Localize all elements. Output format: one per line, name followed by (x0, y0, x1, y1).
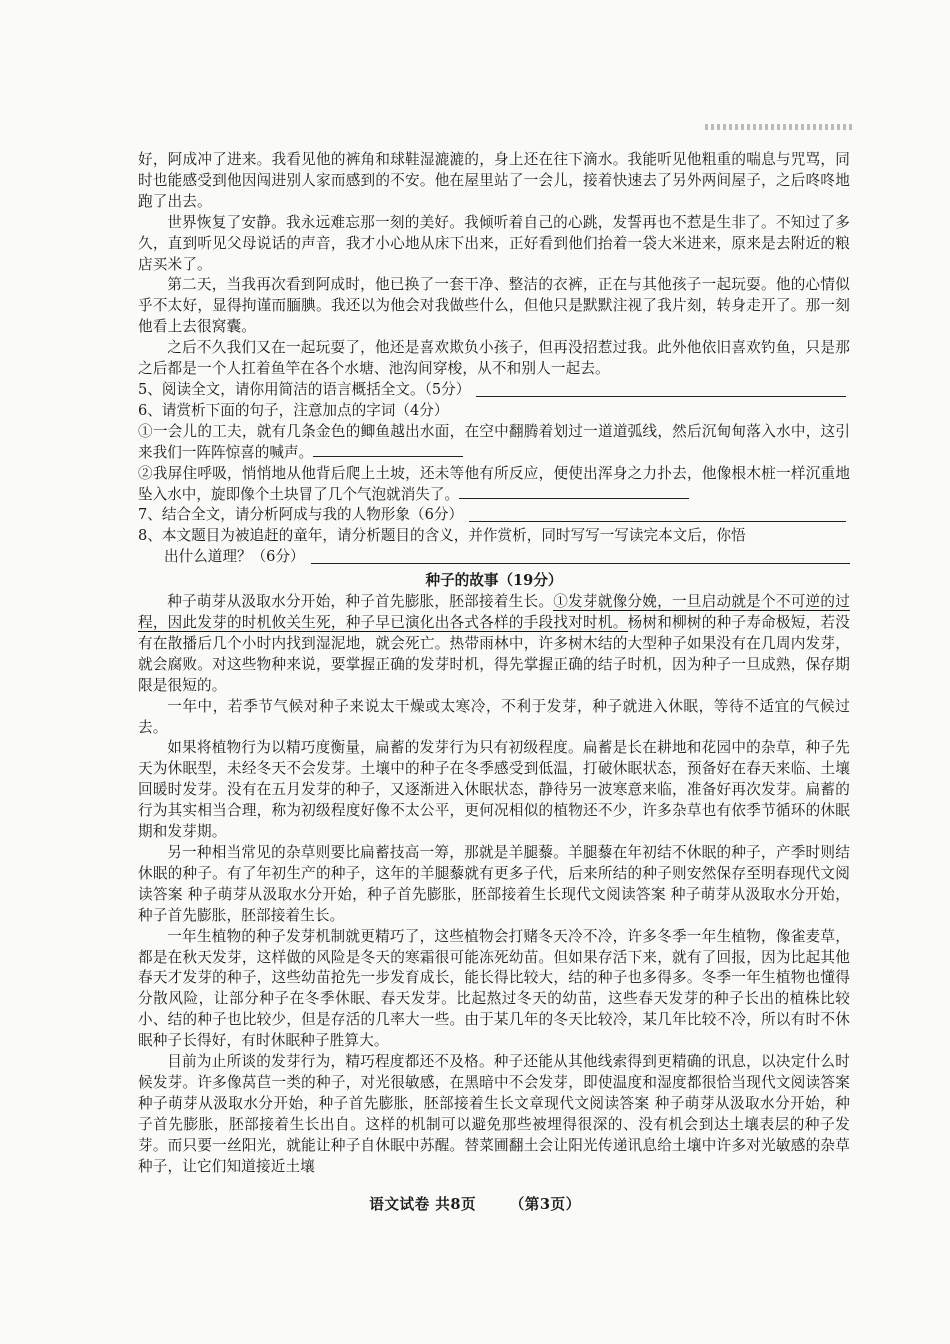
answer-line[interactable] (476, 395, 846, 397)
paragraph-text: 杨树和柳树的种子寿命极短，若没有在散播后几个小时内找到湿泥地，就会死亡。热带雨林中，许多树木结的大型种子如果没有在几周内发芽，就会腐败。对这些物种来说，要掌握正确的发芽时机，得先掌握正确的结子时机，因为种子一旦成熟，保存期限是很短的。 (138, 614, 850, 694)
question-8 (138, 526, 850, 568)
question-text: 8、本文题目为被追赶的童年，请分析题目的含义，并作赏析，同时写写一写读完本文后，你悟 (138, 527, 746, 545)
answer-line[interactable] (469, 520, 846, 522)
page-footer (0, 1193, 950, 1214)
article-paragraph: 目前为止所谈的发芽行为，精巧程度都还不及格。种子还能从其他线索得到更精确的讯息，以决定什么时候发芽。许多像莴苣一类的种子，对光很敏感，在黑暗中不会发芽，即使温度和湿度都很恰当现代文阅读答案 种子萌芽从汲取水分开始，种子首先膨胀，胚部接着生长文章现代文阅读答案 种子萌芽从汲取水分开始，种子首先膨胀，胚部接着生长出自。这样的机制可以避免那些被埋得很深的、没有机会到达土壤表层的种子发芽。而只要一丝阳光，就能让种子自休眠中苏醒。替菜圃翻土会让阳光传递讯息给土壤中许多对光敏感的杂草种子，让它们知道接近土壤 (138, 1053, 850, 1175)
question-5 (138, 380, 850, 401)
footer-exam-info: 语文试卷 共8页 (369, 1196, 477, 1213)
article-title: 种子的故事（19分） (425, 572, 563, 590)
question-7 (138, 505, 850, 526)
story-paragraph: 好，阿成冲了进来。我看见他的裤角和球鞋湿漉漉的，身上还在往下滴水。我能听见他粗重的喘息与咒骂，同时也能感受到他因闯进别人家而感到的不安。他在屋里站了一会儿，接着快速去了另外两间屋子，之后咚咚地跑了出去。 (138, 151, 850, 210)
question-text: 出什么道理？（6分） (164, 548, 305, 566)
question-6 (138, 401, 850, 422)
article-paragraph: 如果将植物行为以精巧度衡量，扁蓄的发芽行为只有初级程度。扁蓄是长在耕地和花园中的杂草，种子先天为休眠型，未经冬天不会发芽。土壤中的种子在冬季感受到低温，打破休眠状态，预备好在春天来临、土壤回暖时发芽。没有在五月发芽的种子，又逐渐进入休眠状态，静待另一波寒意来临，准备好再次发芽。扁蓄的行为其实相当合理，称为初级程度好像不太公平，更何况相似的植物还不少，许多杂草也有依季节循环的休眠期和发芽期。 (138, 739, 850, 841)
scan-artifact (705, 124, 855, 130)
question-text: 6、请赏析下面的句子，注意加点的字词（4分） (138, 401, 449, 419)
answer-line[interactable] (311, 562, 850, 564)
story-paragraph: 世界恢复了安静。我永远难忘那一刻的美好。我倾听着自己的心跳，发誓再也不惹是生非了。不知过了多久，直到听见父母说话的声音，我才小心地从床下出来，正好看到他们抬着一袋大米进来，原来是去附近的粮店买米了。 (138, 213, 850, 273)
story-paragraph: 第二天，当我再次看到阿成时，他已换了一套干净、整洁的衣裤，正在与其他孩子一起玩耍。他的心情似乎不太好，显得拘谨而腼腆。我还以为他会对我做些什么，但他只是默默注视了我片刻，转身走开了。那一刻他看上去很窝囊。 (138, 276, 850, 336)
question-text: 7、结合全文，请分析阿成与我的人物形象（6分） (138, 506, 464, 524)
question-6-sentence-1 (138, 422, 850, 464)
question-6-sentence-2 (138, 464, 850, 506)
answer-line[interactable] (313, 456, 463, 457)
answer-line[interactable] (459, 498, 689, 499)
story-paragraph: 之后不久我们又在一起玩耍了，他还是喜欢欺负小孩子，但再没招惹过我。此外他依旧喜欢钓鱼，只是那之后都是一个人扛着鱼竿在各个水塘、池沟间穿梭，从不和别人一起去。 (138, 339, 850, 378)
question-text: 5、阅读全文，请你用简洁的语言概括全文。（5分） (138, 380, 471, 398)
sentence-text: ②我屏住呼吸，悄悄地从他背后爬上土坡，还未等他有所反应，便使出浑身之力扑去，他像根木桩一样沉重地坠入水中，旋即像个土块冒了几个气泡就消失了。 (138, 464, 850, 503)
sentence-text: ①一会儿的工夫，就有几条金色的鲫鱼越出水面，在空中翻腾着划过一道道弧线，然后沉甸甸落入水中，这引来我们一阵阵惊喜的喊声。 (138, 422, 850, 461)
exam-page (138, 150, 850, 1178)
paragraph-text: 种子萌芽从汲取水分开始，种子首先膨胀，胚部接着生长。 (167, 593, 554, 611)
underlined-sentence: ①发芽就像分娩，一旦启动就是个不可逆的过程，因此发芽的时机攸关生死，种子早已演化出各式各样的手段找对时机。 (138, 593, 850, 632)
article-paragraph (138, 592, 850, 697)
footer-page-number: （第3页） (509, 1196, 581, 1213)
article-paragraph: 另一种相当常见的杂草则要比扁蓄技高一筹，那就是羊腿藜。羊腿藜在年初结不休眠的种子，产季时则结休眠的种子。有了年初生产的种子，这年的羊腿藜就有更多子代，后来所结的种子则安然保存至明春现代文阅读答案 种子萌芽从汲取水分开始，种子首先膨胀，胚部接着生长现代文阅读答案 种子萌芽从汲取水分开始，种子首先膨胀，胚部接着生长。 (138, 844, 850, 924)
article-paragraph: 一年生植物的种子发芽机制就更精巧了，这些植物会打赌冬天冷不冷，许多冬季一年生植物，像雀麦草，都是在秋天发芽，这样做的风险是冬天的寒霜很可能冻死幼苗。但如果存活下来，就有了回报，因为比起其他春天才发芽的种子，这些幼苗抢先一步发育成长，能长得比较大，结的种子也多得多。冬季一年生植物也懂得分散风险，让部分种子在冬季休眠、春天发芽。比起熬过冬天的幼苗，这些春天发芽的种子长出的植株比较小、结的种子也比较少，但是存活的几率大一些。由于某几年的冬天比较冷，某几年比较不冷，所以有时不休眠种子长得好，有时休眠种子胜算大。 (138, 927, 850, 1050)
article-paragraph: 一年中，若季节气候对种子来说太干燥或太寒冷，不利于发芽，种子就进入休眠，等待不适宜的气候过去。 (138, 697, 850, 736)
